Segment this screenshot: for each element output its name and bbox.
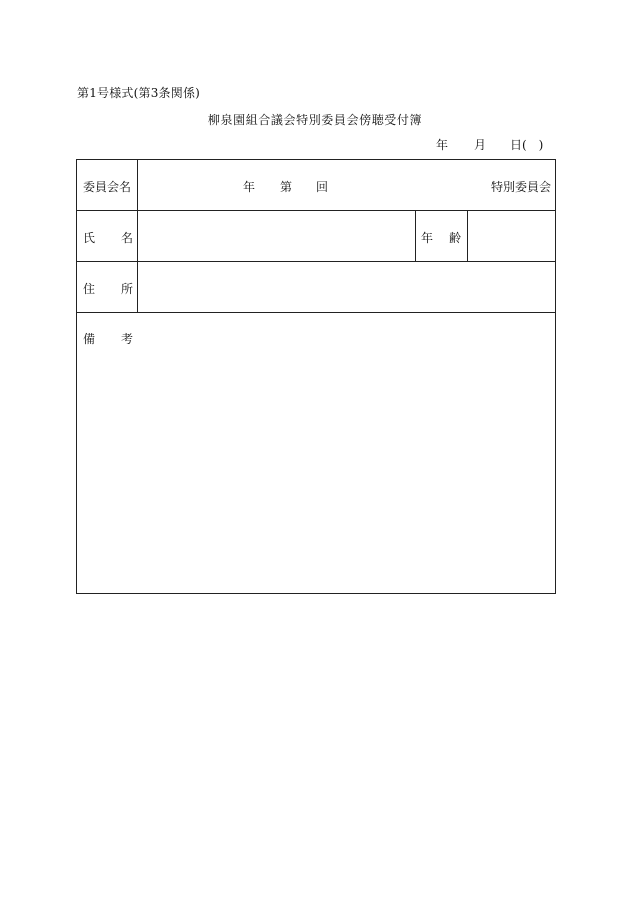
date-day: 日( ) [510,138,544,152]
address-label-first: 住 [83,282,96,296]
row-divider [77,210,555,211]
age-column-divider [415,210,416,261]
age-value-divider [467,210,468,261]
row-divider [77,312,555,313]
committee-number-prefix: 第 [280,180,293,194]
date-year: 年 [436,138,449,152]
reception-form-table [76,159,556,594]
name-label-first: 氏 [83,231,96,245]
document-title: 柳泉園組合議会特別委員会傍聴受付簿 [207,113,423,127]
remarks-label-second: 考 [121,332,134,346]
committee-label: 委員会名 [83,180,132,194]
row-divider [77,261,555,262]
committee-suffix: 特別委員会 [491,180,552,194]
name-label-second: 名 [121,231,134,245]
committee-year: 年 [243,180,256,194]
committee-session: 回 [316,180,329,194]
age-label-second: 齢 [449,231,462,245]
remarks-label-first: 備 [83,332,96,346]
address-label-second: 所 [121,282,134,296]
age-label-first: 年 [421,231,434,245]
date-month: 月 [474,138,487,152]
label-column-divider [137,160,138,312]
form-number: 第1号様式(第3条関係) [77,86,201,100]
